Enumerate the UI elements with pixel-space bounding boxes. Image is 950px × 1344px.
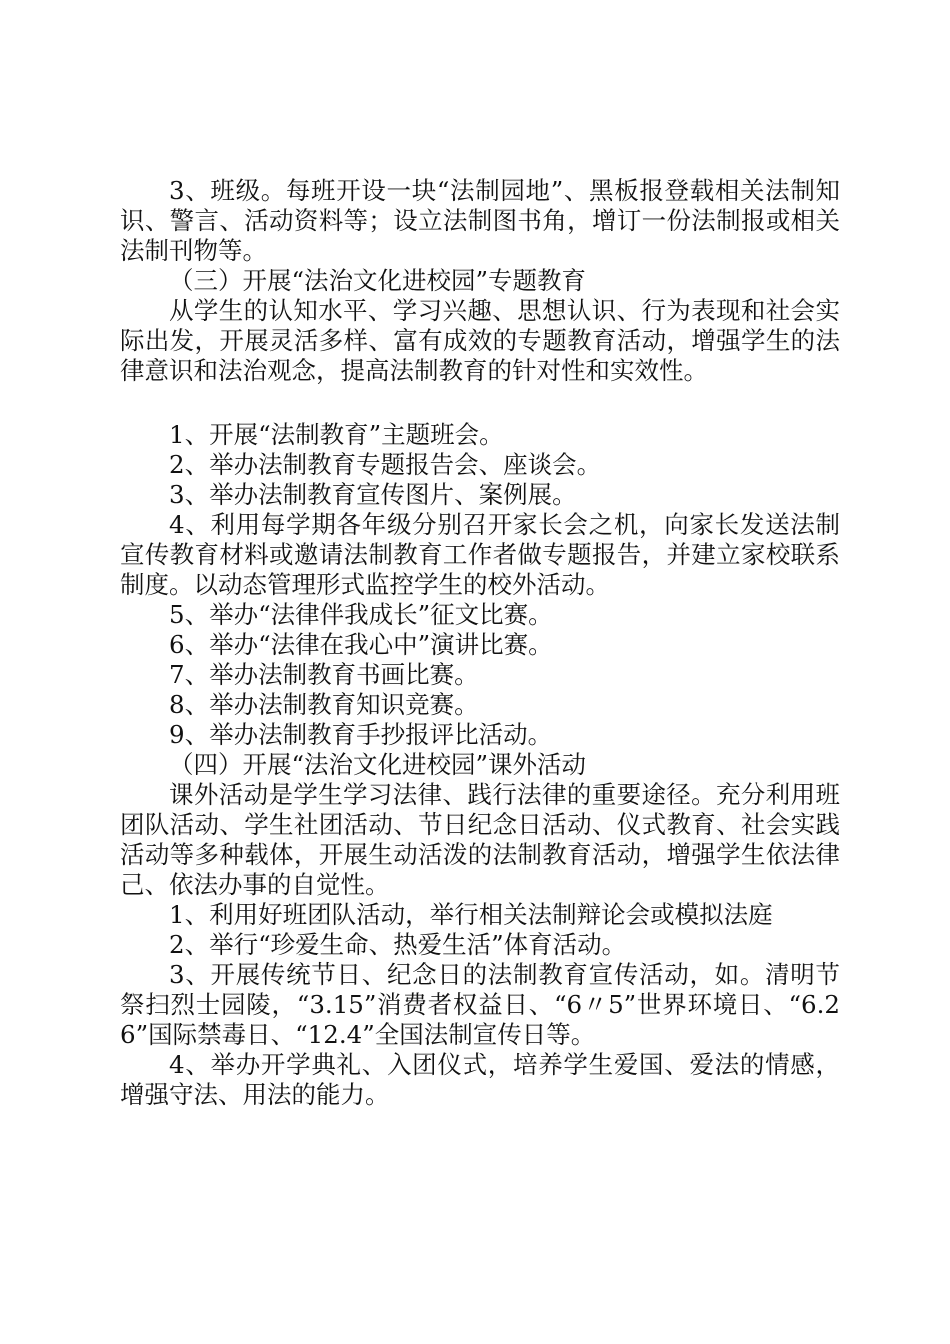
paragraph-section-4-intro: 课外活动是学生学习法律、践行法律的重要途径。充分利用班团队活动、学生社团活动、节日纪念日活动、仪式教育、社会实践活动等多种载体，开展生动活泼的法制教育活动，增强学生依法律己、依法办事的自觉性。 bbox=[120, 780, 840, 899]
list-item: 1、利用好班团队活动，举行相关法制辩论会或模拟法庭 bbox=[169, 900, 773, 929]
list-item: 1、开展“法制教育”主题班会。 bbox=[169, 420, 504, 449]
list-item: 3、举办法制教育宣传图片、案例展。 bbox=[169, 480, 577, 509]
section-heading-4: （四）开展“法治文化进校园”课外活动 bbox=[169, 750, 587, 779]
paragraph-class-level: 3、班级。每班开设一块“法制园地”、黑板报登载相关法制知识、警言、活动资料等；设立法制图书角，增订一份法制报或相关法制刊物等。 bbox=[120, 176, 840, 265]
section-heading-3: （三）开展“法治文化进校园”专题教育 bbox=[169, 266, 587, 295]
list-item: 8、举办法制教育知识竞赛。 bbox=[169, 690, 479, 719]
list-item: 6、举办“法律在我心中”演讲比赛。 bbox=[169, 630, 553, 659]
list-item: 4、举办开学典礼、入团仪式，培养学生爱国、爱法的情感，增强守法、用法的能力。 bbox=[120, 1050, 840, 1109]
list-item: 4、利用每学期各年级分别召开家长会之机，向家长发送法制宣传教育材料或邀请法制教育工作者做专题报告，并建立家校联系制度。以动态管理形式监控学生的校外活动。 bbox=[120, 510, 840, 599]
list-item: 2、举行“珍爱生命、热爱生活”体育活动。 bbox=[169, 930, 627, 959]
list-item: 7、举办法制教育书画比赛。 bbox=[169, 660, 479, 689]
list-item: 3、开展传统节日、纪念日的法制教育宣传活动，如。清明节祭扫烈士园陵，“3.15”消费者权益日、“6〃5”世界环境日、“6.26”国际禁毒日、“12.4”全国法制宣传日等。 bbox=[120, 960, 840, 1049]
paragraph-section-3-intro: 从学生的认知水平、学习兴趣、思想认识、行为表现和社会实际出发，开展灵活多样、富有成效的专题教育活动，增强学生的法律意识和法治观念，提高法制教育的针对性和实效性。 bbox=[120, 296, 840, 385]
list-item: 9、举办法制教育手抄报评比活动。 bbox=[169, 720, 553, 749]
list-item: 2、举办法制教育专题报告会、座谈会。 bbox=[169, 450, 602, 479]
list-item: 5、举办“法律伴我成长”征文比赛。 bbox=[169, 600, 553, 629]
paragraph-gap bbox=[120, 386, 840, 420]
document-body bbox=[120, 176, 840, 1110]
